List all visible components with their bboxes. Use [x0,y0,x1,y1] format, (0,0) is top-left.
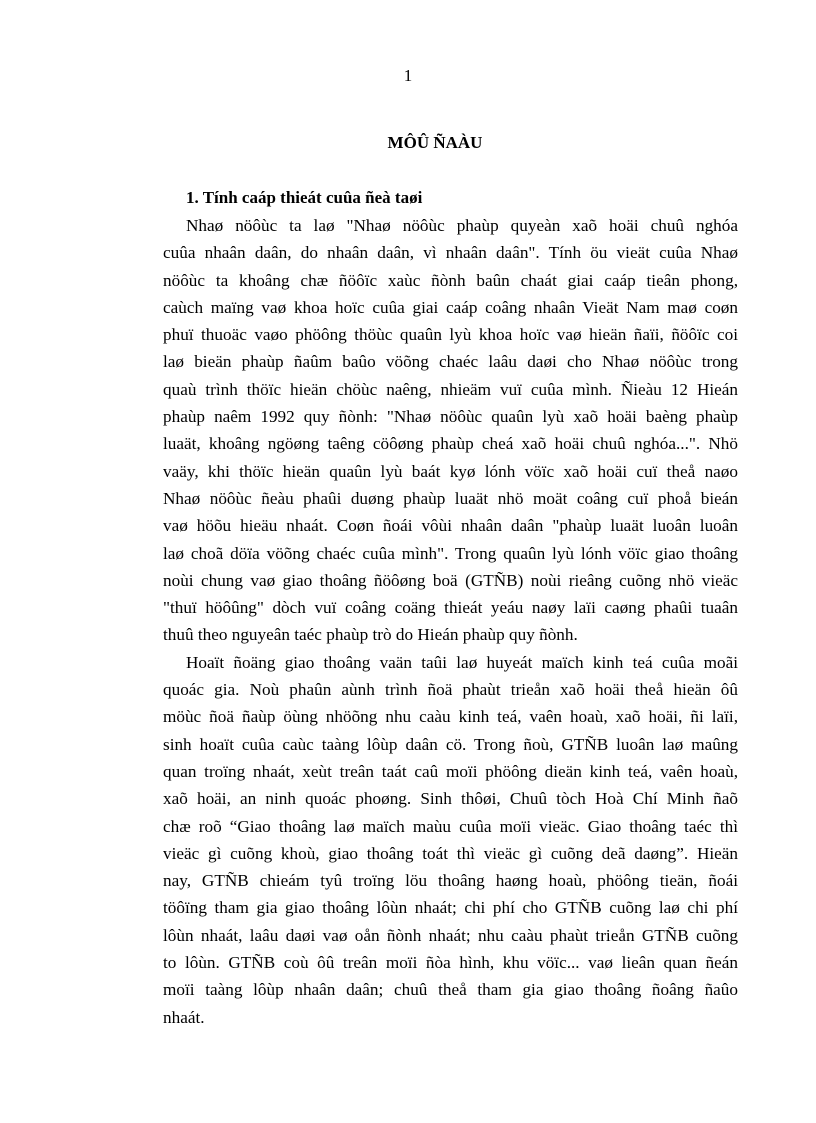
text-line: quan troïng nhaát, xeùt treân taát caû moïi phöông dieän kinh teá, vaên hoaù, [163,761,738,781]
text-line: Nhaø nöôùc ta laø "Nhaø nöôùc phaùp quyeàn xaõ hoäi chuû nghóa [186,216,738,235]
page-title: MÔÛ ÑAÀU [387,133,483,152]
text-line: caùch maïng vaø khoa hoïc cuûa giai caáp coâng nhaân Vieät Nam maø coøn [163,297,738,317]
text-line: xaõ hoäi, an ninh quoác phoøng. Sinh thôøi, Chuû tòch Hoà Chí Minh ñaõ [163,789,738,809]
text-line: töôïng tham gia giao thoâng lôùn nhaát; chi phí cho GTÑB cuõng laø chi phí [163,898,738,918]
text-line: noùi chung vaø giao thoâng ñöôøng boä (GTÑB) noùi rieâng cuõng nhö vieäc [163,570,738,590]
text-line: lôùn nhaát, laâu daøi vaø oån ñònh nhaát; nhu caàu phaùt trieån GTÑB cuõng [163,925,738,945]
text-line: laø bieän phaùp ñaûm baûo vöõng chaéc laâu daøi cho Nhaø nöôùc trong [163,352,738,372]
text-line: möùc ñoä ñaùp öùng nhöõng nhu caàu kinh teá, vaên hoaù, xaõ hoäi, ñi laïi, [163,707,738,727]
text-line: nöôùc ta khoâng chæ ñöôïc xaùc ñònh baûn chaát giai caáp tieân phong, [163,270,738,290]
section-heading: 1. Tính caáp thieát cuûa ñeà taøi [186,188,423,207]
paragraph-1 [163,212,738,649]
text-line: laø choã döïa vöõng chaéc cuûa mình". Trong quaûn lyù lónh vöïc giao thoâng [163,543,738,563]
text-line: chæ roõ “Giao thoâng laø maïch maùu cuûa moïi vieäc. Giao thoâng taéc thì [163,816,738,836]
text-line: vaäy, khi thöïc hieän quaûn lyù baát kyø lónh vöïc xaõ hoäi cuï theå naøo [163,461,738,481]
text-line: phuï thuoäc vaøo phöông thöùc quaûn lyù khoa hoïc vaø hieän ñaïi, ñöôïc coi [163,325,738,345]
text-line: vaø höõu hieäu nhaát. Coøn ñoái vôùi nhaân daân "phaùp luaät luoân luoân [163,516,738,536]
paragraph-2 [163,649,738,1031]
text-line: moïi taàng lôùp nhaân daân; chuû theå tham gia giao thoâng ñoâng ñaûo [163,980,738,1000]
text-line: quaù trình thöïc hieän chöùc naêng, nhieäm vuï cuûa mình. Ñieàu 12 Hieán [163,379,738,399]
text-line: quoác gia. Noù phaûn aùnh trình ñoä phaùt trieån xaõ hoäi theå hieän ôû [163,680,738,700]
text-line: luaät, khoâng ngöøng taêng cöôøng phaùp cheá xaõ hoäi chuû nghóa...". Nhö [163,434,738,454]
body-text [163,212,738,1031]
page-number: 1 [403,66,413,85]
text-line: thuû theo nguyeân taéc phaùp trò do Hieán phaùp quy ñònh. [163,625,578,645]
text-line: nay, GTÑB chieám tyû troïng löu thoâng haøng hoaù, phöông tieän, ñoái [163,871,738,891]
text-line: nhaát. [163,1007,205,1027]
text-line: "thuï höôûng" dòch vuï coâng coäng thieát yeáu naøy laïi caøng phaûi tuaân [163,598,738,618]
text-line: sinh hoaït cuûa caùc taàng lôùp daân cö. Trong ñoù, GTÑB luoân laø maûng [163,734,738,754]
text-line: to lôùn. GTÑB coù ôû treân moïi ñòa hình, khu vöïc... vaø lieân quan ñeán [163,953,738,973]
text-line: vieäc gì cuõng khoù, giao thoâng toát thì vieäc gì cuõng deã daøng”. Hieän [163,843,738,863]
text-line: Nhaø nöôùc ñeàu phaûi duøng phaùp luaät nhö moät coâng cuï phoå bieán [163,488,738,508]
text-line: Hoaït ñoäng giao thoâng vaän taûi laø huyeát maïch kinh teá cuûa moãi [186,652,738,672]
text-line: cuûa nhaân daân, do nhaân daân, vì nhaân daân". Tính öu vieät cuûa Nhaø [163,243,738,263]
text-line: phaùp naêm 1992 quy ñònh: "Nhaø nöôùc quaûn lyù xaõ hoäi baèng phaùp [163,407,738,427]
